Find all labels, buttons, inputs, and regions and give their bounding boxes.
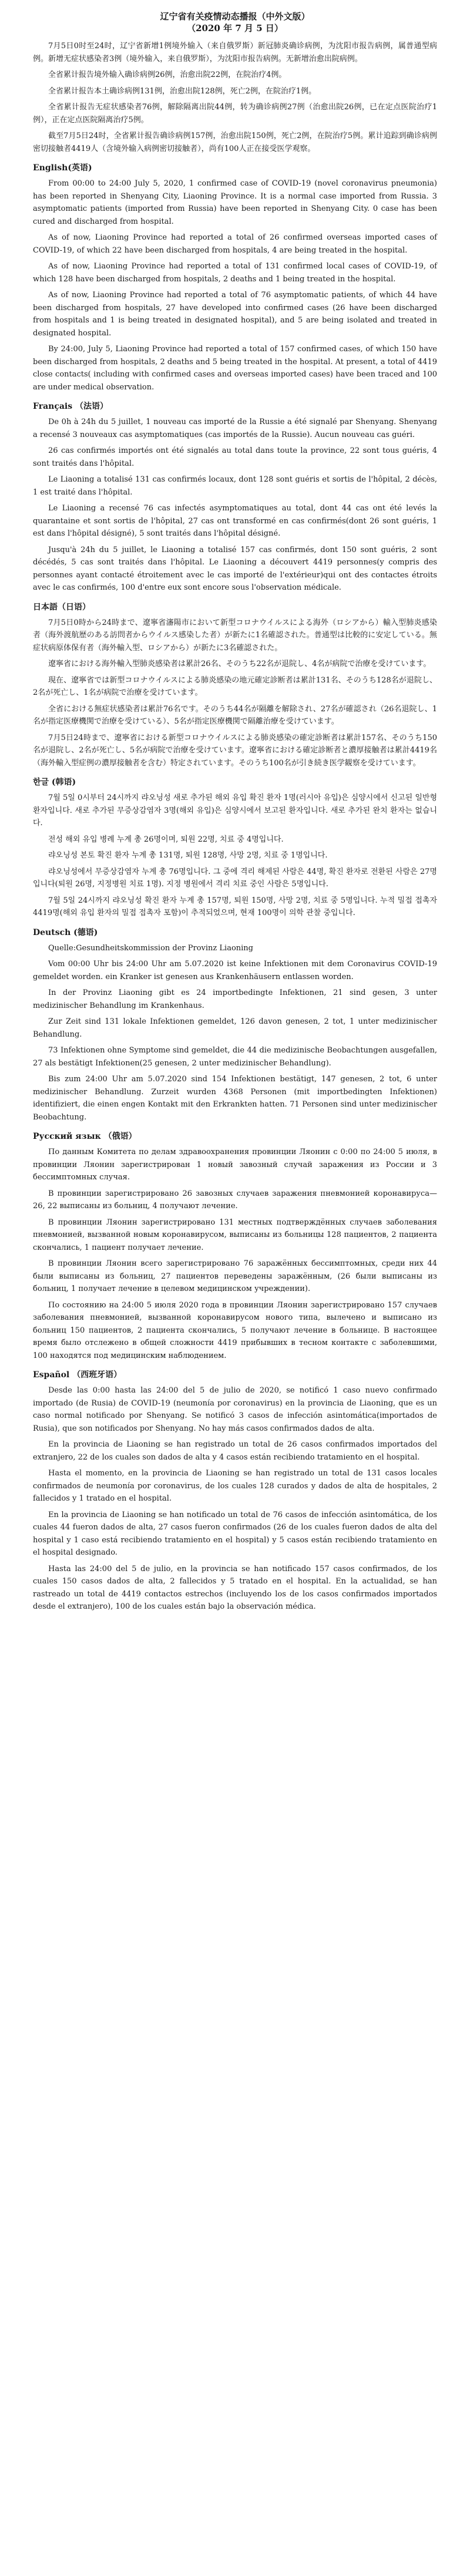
korean-paragraph: 랴오닝성에서 무증상감염자 누계 총 76명입니다. 그 중에 격리 해제된 사람은 44명, 확진 환자로 전환된 사람은 27명입니다(퇴원 26명, 지정병원 치료 1명). 지정 병원에서 격리 치료 중인 사람은 5명입니다. (33, 867, 437, 889)
japanese-paragraph: 7月5日0時から24時まで、遼寧省瀋陽市において新型コロナウイルスによる海外（ロシアから）輸入型肺炎感染者（海外渡航歴のある訪問者からウイルス感染した者）が新たに1名確認された。普通型は比較的に安定している。無症状病原体保有者（海外輸入型、ロシアから）が新たに3名確認された。 (33, 618, 437, 653)
german-paragraph: Bis zum 24:00 Uhr am 5.07.2020 sind 154 Infektionen bestätigt, 147 genesen, 2 tot, 6 unter medizinischer Behandlung. Zurzeit wurden 4368 Personen (mit importbedingten Infektionen) identifiziert, die einen engen Kontakt mit den Erkrankten hatten. 71 Personen sind unter medizinischer Beobachtung. (33, 1075, 437, 1122)
german-heading: Deutsch (德语) (33, 927, 98, 937)
japanese-paragraph: 現在、遼寧省では新型コロナウイルスによる肺炎感染の地元確定診断者は累計131名、そのうち128名が退院し、2名が死亡し、1名が病院で治療を受けています。 (33, 675, 437, 697)
chinese-paragraph: 截至7月5日24时，全省累计报告确诊病例157例，治愈出院150例，死亡2例，在院治疗5例。累计追踪到确诊病例密切接触者4419人（含境外输入病例密切接触者），尚有100人正在接受医学观察。 (33, 132, 437, 153)
english-paragraph: From 00:00 to 24:00 July 5, 2020, 1 confirmed case of COVID-19 (novel coronavirus pneumonia) has been reported in Shenyang City, Liaoning Province. It is a normal case imported from Russia. 3 asymptomatic patients (imported from Russia) have been reported in Shenyang City. 0 case has been cured and discharged from hospital. (33, 179, 437, 226)
korean-section (33, 776, 437, 920)
russian-paragraph: По данным Комитета по делам здравоохранения провинции Ляонин с 0:00 по 24:00 5 июля, в провинции Ляонин зарегистрирован 1 новый завозный случай заражения из России и 3 бессимптомных случая. (33, 1148, 437, 1182)
russian-section (33, 1131, 437, 1362)
french-paragraph: Le Liaoning a totalisé 131 cas confirmés locaux, dont 128 sont guéris et sortis de l'hôpital, 2 décès, 1 est traité dans l'hôpital. (33, 475, 437, 497)
german-paragraph: Vom 00:00 Uhr bis 24:00 Uhr am 5.07.2020 ist keine Infektionen mit dem Coronavirus COVID-19 gemeldet worden. ein Kranker ist genesen aus Krankenhäusern entlassen worden. (33, 960, 437, 981)
english-section (33, 162, 437, 394)
russian-paragraph: В провинции зарегистрировано 26 завозных случаев заражения пневмонией коронавируса—26, 22 выписаны из больниц, 4 получают лечение. (33, 1189, 437, 1210)
japanese-heading: 日本語（日语） (33, 602, 90, 612)
chinese-paragraph: 全省累计报告境外输入确诊病例26例，治愈出院22例，在院治疗4例。 (48, 70, 287, 79)
german-paragraph: Zur Zeit sind 131 lokale Infektionen gemeldet, 126 davon genesen, 2 tot, 1 unter medizinischer Behandlung. (33, 1017, 437, 1039)
korean-paragraph: 전성 해외 유입 병례 누계 총 26명이며, 퇴원 22명, 치료 중 4명입니다. (48, 835, 284, 844)
english-paragraph: As of now, Liaoning Province had reported a total of 76 asymptomatic patients, of which 44 have been discharged from hospitals, 27 have developed into confirmed cases (26 have been discharged from hospitals and 1 is being treated in designated hospital), and 5 are being isolated and treated in designated hospital. (33, 291, 437, 338)
french-heading: Français （法语） (33, 402, 108, 411)
german-section (33, 927, 437, 1124)
chinese-paragraph: 全省累计报告无症状感染者76例，解除隔离出院44例，转为确诊病例27例（治愈出院26例，已在定点医院治疗1例），正在定点医院隔离治疗5例。 (33, 103, 437, 125)
french-paragraph: De 0h à 24h du 5 juillet, 1 nouveau cas importé de la Russie a été signalé par Shenyang. Shenyang a recensé 3 nouveaux cas asymptomatiques (cas importés de la Russie). Aucun nouveau cas guéri. (33, 418, 437, 439)
russian-paragraph: По состоянию на 24:00 5 июля 2020 года в провинции Ляонин зарегистрировано 157 случаев заболевания пневмонией, вызванной коронавирусом нового типа, вылечено и выписано из больниц 150 пациентов, 2 пациента скончались, 5 получают лечение в больнице. В настоящее время было отслежено в общей сложности 4419 прибывших в тесном контакте с заболевшими, 100 находятся под медицинским наблюдением. (33, 1300, 437, 1360)
russian-paragraph: В провинции Ляонин всего зарегистрировано 76 заражённых бессимптомных, среди них 44 были выписаны из больниц, 27 пациентов переведены заражённым, (26 были выписаны из больниц, 1 получает лечение в целевом медицинском учреждении). (33, 1259, 437, 1293)
korean-paragraph: 7월 5일 0시부터 24시까지 랴오닝성 새로 추가된 해외 유입 확진 환자 1명(러시아 유입)은 심양시에서 신고된 일반형 환자입니다. 새로 추가된 무증상감염자 3명(해외 유입)은 심양시에서 보고된 환자입니다. 새로 추가된 완치 환자는 없습니다. (33, 793, 437, 828)
spanish-heading: Español （西班牙语） (33, 1370, 122, 1380)
french-paragraph: Le Liaoning a recensé 76 cas infectés asymptomatiques au total, dont 44 cas ont été levés la quarantaine et sont sortis de l'hôpital, 27 cas ont transformé en cas confirmés(dont 26 sont guéris, 1 est dans l'hôpital désigné), 5 sont traités dans l'hôpital désigné. (33, 504, 437, 538)
german-source: Quelle:Gesundheitskommission der Provinz Liaoning (48, 943, 253, 953)
spanish-paragraph: Hasta las 24:00 del 5 de julio, en la provincia se han notificado 157 casos confirmados, de los cuales 150 casos dados de alta, 2 fallecidos y 5 tratado en el hospital. En la actualidad, se han rastreado un total de 4419 contactos estrechos (incluyendo los de los casos confirmados importados desde el extranjero), 100 de los cuales están bajo la observación médica. (33, 1564, 437, 1611)
english-paragraph: As of now, Liaoning Province had reported a total of 26 confirmed overseas imported cases of COVID-19, of which 22 have been discharged from hospitals, 4 are being treated in the hospital. (33, 233, 437, 255)
french-paragraph: Jusqu'à 24h du 5 juillet, le Liaoning a totalisé 157 cas confirmés, dont 150 sont guéris, 2 sont décédés, 5 cas sont traités dans l'hôpital. Le Liaoning a découvert 4419 personnes(y compris des personnes ayant contacté étroitement avec le cas importé de l'extérieur)qui ont des contactes étroits avec le cas confirmés, 100 d'entre eux sont encore sous l'observation médicale. (33, 545, 437, 592)
spanish-paragraph: En la provincia de Liaoning se han registrado un total de 26 casos confirmados importados del extranjero, 22 de los cuales son dados de alta y 4 casos están recibiendo tratamiento en el hospital. (33, 1440, 437, 1462)
french-section (33, 401, 437, 594)
english-heading: English(英语) (33, 163, 92, 173)
english-paragraph: As of now, Liaoning Province had reported a total of 131 confirmed local cases of COVID-19, of which 128 have been discharged from hospitals, 2 deaths and 1 being treated in the hospital. (33, 262, 437, 284)
english-paragraph: By 24:00, July 5, Liaoning Province had reported a total of 157 confirmed cases, of which 150 have been discharged from hospitals, 2 deaths and 5 being treated in the hospital. At present, a total of 4419 close contacts( including with confirmed cases and overseas imported cases) have been traced and 100 are under medical observation. (33, 345, 437, 392)
spanish-paragraph: Hasta el momento, en la provincia de Liaoning se han registrado un total de 131 casos locales confirmados de neumonía por coronavirus, de los cuales 128 curados y dados de alta de hospitales, 2 fallecidos y 1 tratado en el hospital. (33, 1469, 437, 1503)
german-paragraph: 73 Infektionen ohne Symptome sind gemeldet, die 44 die medizinische Beobachtungen ausgefallen, 27 als bestätigt Infektionen(25 genesen, 2 unter medizinischer Behandlung). (33, 1046, 437, 1068)
spanish-section (33, 1369, 437, 1613)
document-date: （2020 年 7 月 5 日） (187, 23, 283, 33)
japanese-paragraph: 7月5日24時まで、遼寧省における新型コロナウイルスによる肺炎感染の確定診断者は累計157名、そのうち150名が退院し、2名が死亡し、5名が病院で治療を受けています。遼寧省における確定診断者と濃厚接触者は累計4419名（海外輸入型症例の濃厚接触者を含む）特定されています。そのうち100名が引き続き医学観察を受けています。 (33, 733, 437, 768)
russian-paragraph: В провинции Ляонин зарегистрировано 131 местных подтверждённых случаев заболевания пневмонией, вызванной новым коронавирусом, выписаны из больницы 128 пациентов, 2 пациента скончались, 1 пациент получает лечение. (33, 1218, 437, 1252)
japanese-paragraph: 遼寧省における海外輸入型肺炎感染者は累計26名、そのうち22名が退院し、4名が病院で治療を受けています。 (48, 660, 431, 668)
spanish-paragraph: En la provincia de Liaoning se han notificado un total de 76 casos de infección asintomática, de los cuales 44 fueron dados de alta, 27 casos fueron confirmados (26 de los cuales fueron dados de alta del hospital y 1 caso está recibiendo tratamiento en el hospital) y 5 casos están recibiendo tratamiento en el hospital designado. (33, 1510, 437, 1557)
russian-heading: Русский язык （俄语） (33, 1132, 137, 1141)
chinese-paragraph: 7月5日0时至24时，辽宁省新增1例境外输入（来自俄罗斯）新冠肺炎确诊病例，为沈阳市报告病例，属普通型病例。新增无症状感染者3例（境外输入，来自俄罗斯），为沈阳市报告病例。无新增治愈出院病例。 (33, 42, 437, 63)
korean-paragraph: 랴오닝성 본토 확진 환자 누계 총 131명, 퇴원 128명, 사망 2명, 치료 중 1명입니다. (48, 851, 328, 860)
korean-paragraph: 7월 5일 24시까지 랴오닝성 확진 환자 누계 총 157명, 퇴원 150명, 사망 2명, 치료 중 5명입니다. 누적 밀접 접촉자 4419명(해외 유입 환자의 밀접 접촉자 포함)이 추적되었으며, 현재 100명이 의학 관찰 중입니다. (33, 896, 437, 917)
japanese-paragraph: 全省における無症状感染者は累計76名です。そのうち44名が隔離を解除され、27名が確認され（26名退院し、1名が指定医療機関で治療を受けている）、5名が指定医療機関で隔離治療を受けています。 (33, 704, 437, 726)
document-title: 辽宁省有关疫情动态播报（中外文版） (160, 11, 310, 22)
chinese-section (33, 40, 437, 155)
japanese-section (33, 601, 437, 770)
chinese-paragraph: 全省累计报告本土确诊病例131例，治愈出院128例，死亡2例，在院治疗1例。 (48, 86, 317, 96)
spanish-paragraph: Desde las 0:00 hasta las 24:00 del 5 de julio de 2020, se notificó 1 caso nuevo confirmado importado (de Rusia) de COVID-19 (neumonía por coronavirus) en la provincia de Liaoning, que es un caso normal notificado por Shenyang. Se notificó 3 casos de infección asintomática(importados de Rusia), que son notificados por Shenyang. No hay más casos confirmados dados de alta. (33, 1386, 437, 1433)
korean-heading: 한글 (韩语) (33, 778, 76, 787)
german-paragraph: In der Provinz Liaoning gibt es 24 importbedingte Infektionen, 21 sind gesen, 3 unter medizinischer Behandlung im Krankenhaus. (33, 988, 437, 1010)
french-paragraph: 26 cas confirmés importés ont été signalés au total dans toute la province, 22 sont tous guéris, 4 sont traités dans l'hôpital. (33, 446, 437, 468)
